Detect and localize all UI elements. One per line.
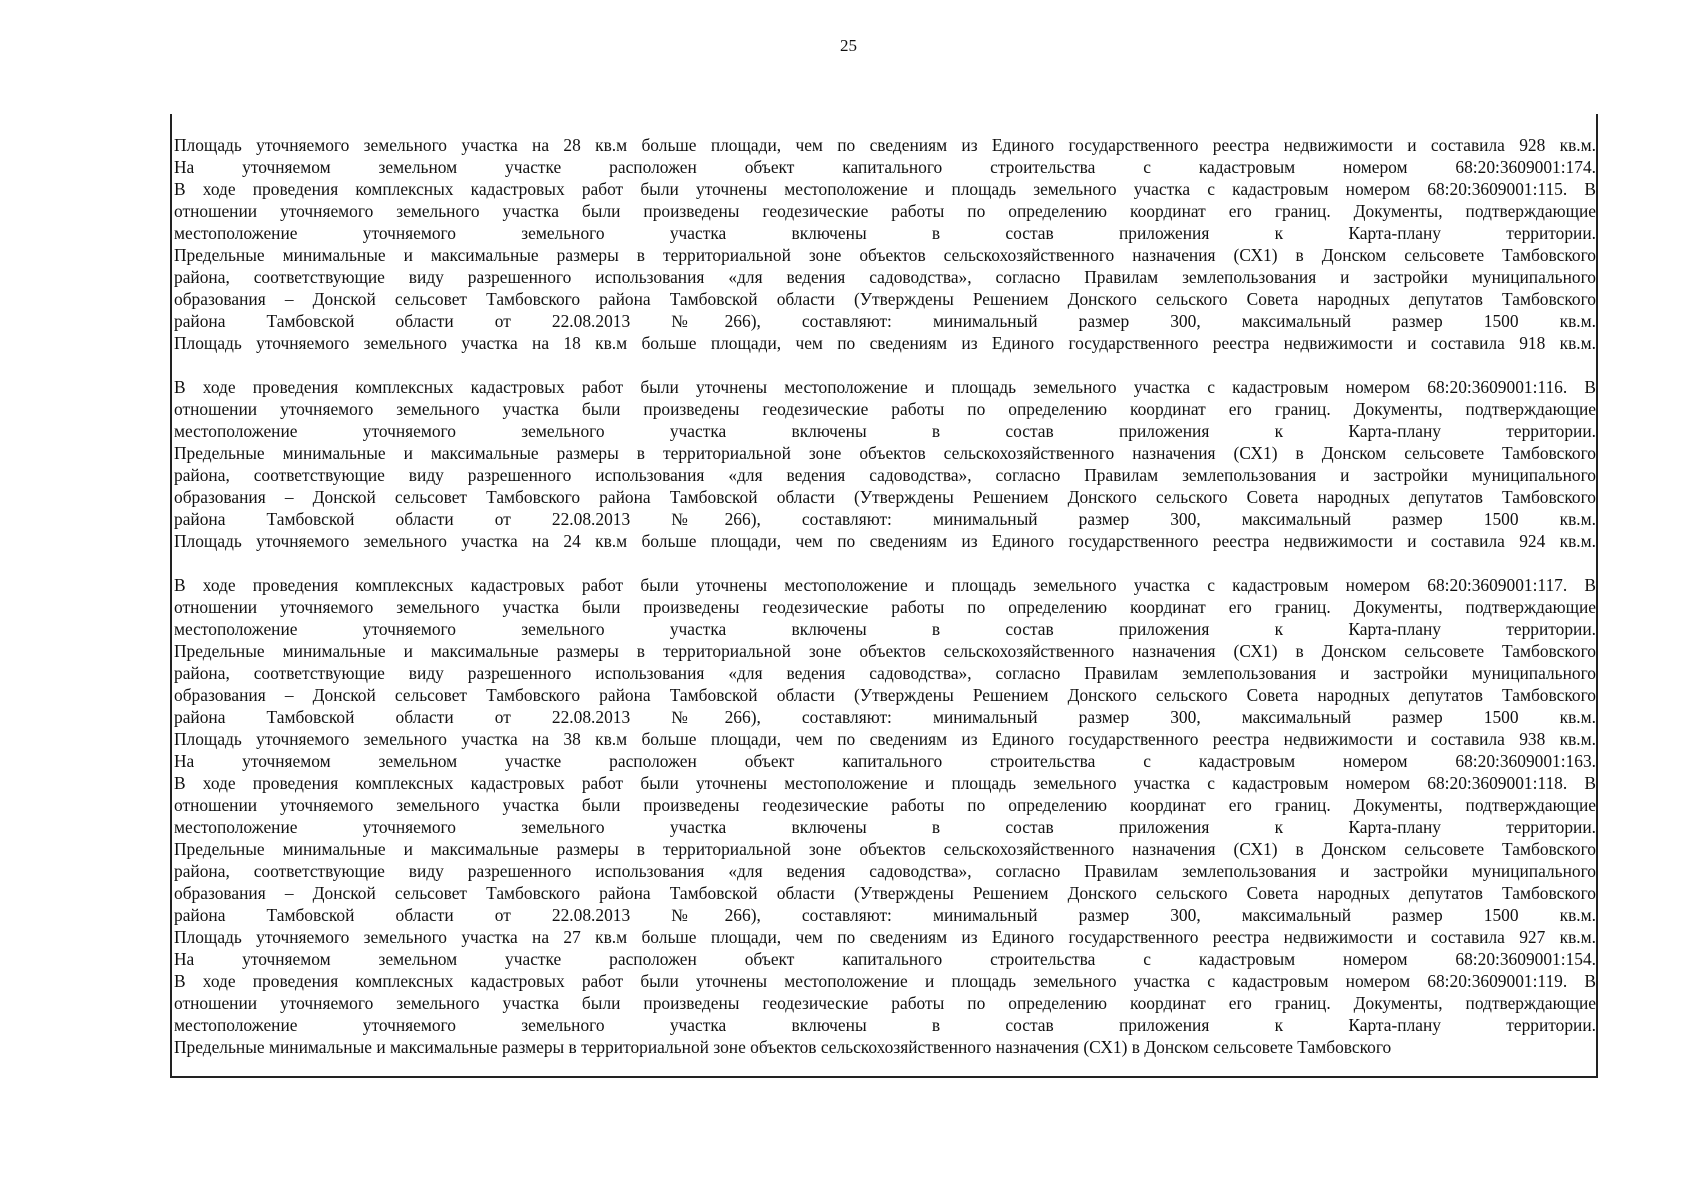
text-line: На уточняемом земельном участке расположен объект капитального строительства с кадастровым номером 68:20:3609001:163. xyxy=(174,751,1596,771)
text-line: Предельные минимальные и максимальные размеры в территориальной зоне объектов сельскохозяйственного назначения (СХ1) в Донском сельсовете Тамбовского xyxy=(174,641,1596,661)
text-line: района, соответствующие виду разрешенного использования «для ведения садоводства», согласно Правилам землепользования и застройки муниципального xyxy=(174,465,1596,485)
text-line: Предельные минимальные и максимальные размеры в территориальной зоне объектов сельскохозяйственного назначения (СХ1) в Донском сельсовете Тамбовского xyxy=(174,443,1596,463)
text-line: местоположение уточняемого земельного участка включены в состав приложения к Карта-плану территории. xyxy=(174,223,1596,243)
text-line: Предельные минимальные и максимальные размеры в территориальной зоне объектов сельскохозяйственного назначения (СХ1) в Донском сельсовете Тамбовского xyxy=(174,839,1596,859)
text-line: образования – Донской сельсовет Тамбовского района Тамбовской области (Утверждены Решением Донского сельского Совета народных депутатов Тамбовского xyxy=(174,289,1596,309)
text-line: образования – Донской сельсовет Тамбовского района Тамбовской области (Утверждены Решением Донского сельского Совета народных депутатов Тамбовского xyxy=(174,883,1596,903)
blank-line xyxy=(174,552,1596,574)
text-line: отношении уточняемого земельного участка были произведены геодезические работы по определению координат его границ. Документы, подтверждающие xyxy=(174,597,1596,617)
text-line: Предельные минимальные и максимальные размеры в территориальной зоне объектов сельскохозяйственного назначения (СХ1) в Донском сельсовете Тамбовского xyxy=(174,245,1596,265)
text-line: района Тамбовской области от 22.08.2013 №266), составляют: минимальный размер 300, максимальный размер 1500 кв.м. xyxy=(174,905,1596,925)
text-line: Площадь уточняемого земельного участка на 38 кв.м больше площади, чем по сведениям из Единого государственного реестра недвижимости и составила 938 кв.м. xyxy=(174,729,1596,749)
text-line: Площадь уточняемого земельного участка на 27 кв.м больше площади, чем по сведениям из Единого государственного реестра недвижимости и составила 927 кв.м. xyxy=(174,927,1596,947)
blank-line xyxy=(174,354,1596,376)
text-line: В ходе проведения комплексных кадастровых работ были уточнены местоположение и площадь земельного участка с кадастровым номером 68:20:3609001:115. В xyxy=(174,179,1596,199)
text-line: района Тамбовской области от 22.08.2013 №266), составляют: минимальный размер 300, максимальный размер 1500 кв.м. xyxy=(174,707,1596,727)
text-line: Предельные минимальные и максимальные размеры в территориальной зоне объектов сельскохозяйственного назначения (СХ1) в Донском сельсовете Тамбовского xyxy=(174,1037,1392,1057)
text-line: отношении уточняемого земельного участка были произведены геодезические работы по определению координат его границ. Документы, подтверждающие xyxy=(174,399,1596,419)
text-line: На уточняемом земельном участке расположен объект капитального строительства с кадастровым номером 68:20:3609001:174. xyxy=(174,157,1596,177)
document-body xyxy=(174,134,1596,1058)
text-line: образования – Донской сельсовет Тамбовского района Тамбовской области (Утверждены Решением Донского сельского Совета народных депутатов Тамбовского xyxy=(174,685,1596,705)
text-line: образования – Донской сельсовет Тамбовского района Тамбовской области (Утверждены Решением Донского сельского Совета народных депутатов Тамбовского xyxy=(174,487,1596,507)
text-line: Площадь уточняемого земельного участка на 18 кв.м больше площади, чем по сведениям из Единого государственного реестра недвижимости и составила 918 кв.м. xyxy=(174,333,1596,353)
text-line: района, соответствующие виду разрешенного использования «для ведения садоводства», согласно Правилам землепользования и застройки муниципального xyxy=(174,267,1596,287)
text-line: Площадь уточняемого земельного участка на 24 кв.м больше площади, чем по сведениям из Единого государственного реестра недвижимости и составила 924 кв.м. xyxy=(174,531,1596,551)
text-line: В ходе проведения комплексных кадастровых работ были уточнены местоположение и площадь земельного участка с кадастровым номером 68:20:3609001:118. В xyxy=(174,773,1596,793)
text-line: местоположение уточняемого земельного участка включены в состав приложения к Карта-плану территории. xyxy=(174,1015,1596,1035)
text-line: В ходе проведения комплексных кадастровых работ были уточнены местоположение и площадь земельного участка с кадастровым номером 68:20:3609001:119. В xyxy=(174,971,1596,991)
text-line: местоположение уточняемого земельного участка включены в состав приложения к Карта-плану территории. xyxy=(174,421,1596,441)
text-line: района Тамбовской области от 22.08.2013 №266), составляют: минимальный размер 300, максимальный размер 1500 кв.м. xyxy=(174,311,1596,331)
page-number: 25 xyxy=(840,36,857,55)
text-line: района Тамбовской области от 22.08.2013 №266), составляют: минимальный размер 300, максимальный размер 1500 кв.м. xyxy=(174,509,1596,529)
text-line: отношении уточняемого земельного участка были произведены геодезические работы по определению координат его границ. Документы, подтверждающие xyxy=(174,993,1596,1013)
text-line: В ходе проведения комплексных кадастровых работ были уточнены местоположение и площадь земельного участка с кадастровым номером 68:20:3609001:116. В xyxy=(174,377,1596,397)
text-line: отношении уточняемого земельного участка были произведены геодезические работы по определению координат его границ. Документы, подтверждающие xyxy=(174,795,1596,815)
text-line: В ходе проведения комплексных кадастровых работ были уточнены местоположение и площадь земельного участка с кадастровым номером 68:20:3609001:117. В xyxy=(174,575,1596,595)
text-line: Площадь уточняемого земельного участка на 28 кв.м больше площади, чем по сведениям из Единого государственного реестра недвижимости и составила 928 кв.м. xyxy=(174,135,1596,155)
text-line: местоположение уточняемого земельного участка включены в состав приложения к Карта-плану территории. xyxy=(174,817,1596,837)
text-line: района, соответствующие виду разрешенного использования «для ведения садоводства», согласно Правилам землепользования и застройки муниципального xyxy=(174,663,1596,683)
text-line: отношении уточняемого земельного участка были произведены геодезические работы по определению координат его границ. Документы, подтверждающие xyxy=(174,201,1596,221)
text-line: местоположение уточняемого земельного участка включены в состав приложения к Карта-плану территории. xyxy=(174,619,1596,639)
text-line: На уточняемом земельном участке расположен объект капитального строительства с кадастровым номером 68:20:3609001:154. xyxy=(174,949,1596,969)
text-line: района, соответствующие виду разрешенного использования «для ведения садоводства», согласно Правилам землепользования и застройки муниципального xyxy=(174,861,1596,881)
